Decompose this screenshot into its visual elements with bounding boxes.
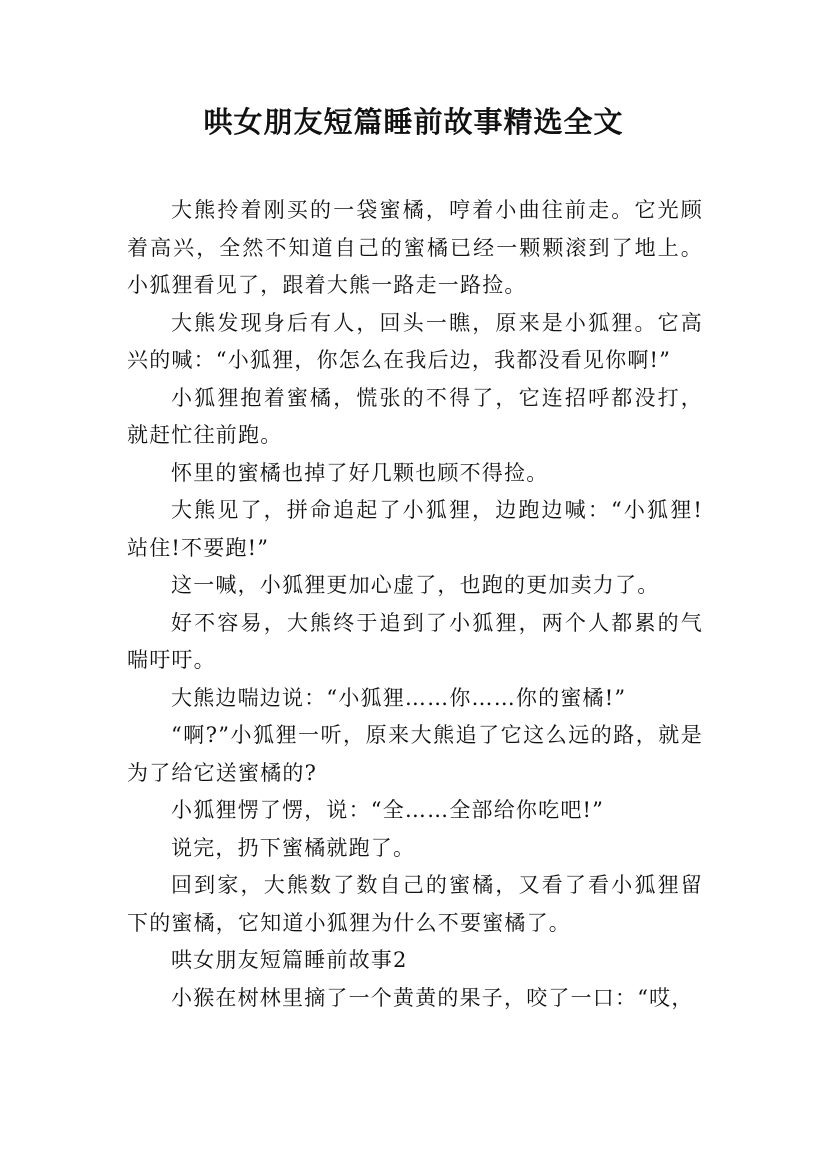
- page-title: 哄女朋友短篇睡前故事精选全文: [203, 105, 624, 139]
- paragraph: 小猴在树林里摘了一个黄黄的果子，咬了一口：“哎，: [171, 985, 694, 1010]
- paragraph: “啊?”小狐狸一听，原来大熊追了它这么远的路，就是为了给它送蜜橘的?: [127, 723, 703, 785]
- paragraph: 小狐狸愣了愣，说：“全……全部给你吃吧!”: [171, 798, 605, 822]
- paragraph: 大熊见了，拼命追起了小狐狸，边跑边喊：“小狐狸!站住!不要跑!”: [127, 498, 703, 560]
- article-body: [127, 192, 703, 1017]
- paragraph: 回到家，大熊数了数自己的蜜橘，又看了看小狐狸留下的蜜橘，它知道小狐狸为什么不要蜜橘了。: [127, 873, 703, 935]
- paragraph: 怀里的蜜橘也掉了好几颗也顾不得捡。: [171, 460, 549, 485]
- paragraph: 大熊边喘边说：“小狐狸……你……你的蜜橘!”: [171, 685, 627, 710]
- paragraph: 大熊拎着刚买的一袋蜜橘，哼着小曲往前走。它光顾着高兴，全然不知道自己的蜜橘已经一颗颗滚到了地上。小狐狸看见了，跟着大熊一路走一路捡。: [127, 198, 703, 297]
- paragraph: 说完，扔下蜜橘就跑了。: [171, 835, 416, 860]
- paragraph: 大熊发现身后有人，回头一瞧，原来是小狐狸。它高兴的喊：“小狐狸，你怎么在我后边，我都没看见你啊!”: [127, 310, 703, 372]
- paragraph: 好不容易，大熊终于追到了小狐狸，两个人都累的气喘吁吁。: [127, 610, 703, 672]
- section-heading: 哄女朋友短篇睡前故事2: [171, 948, 408, 972]
- paragraph: 小狐狸抱着蜜橘，慌张的不得了，它连招呼都没打，就赶忙往前跑。: [127, 385, 703, 447]
- paragraph: 这一喊，小狐狸更加心虚了，也跑的更加卖力了。: [171, 573, 660, 597]
